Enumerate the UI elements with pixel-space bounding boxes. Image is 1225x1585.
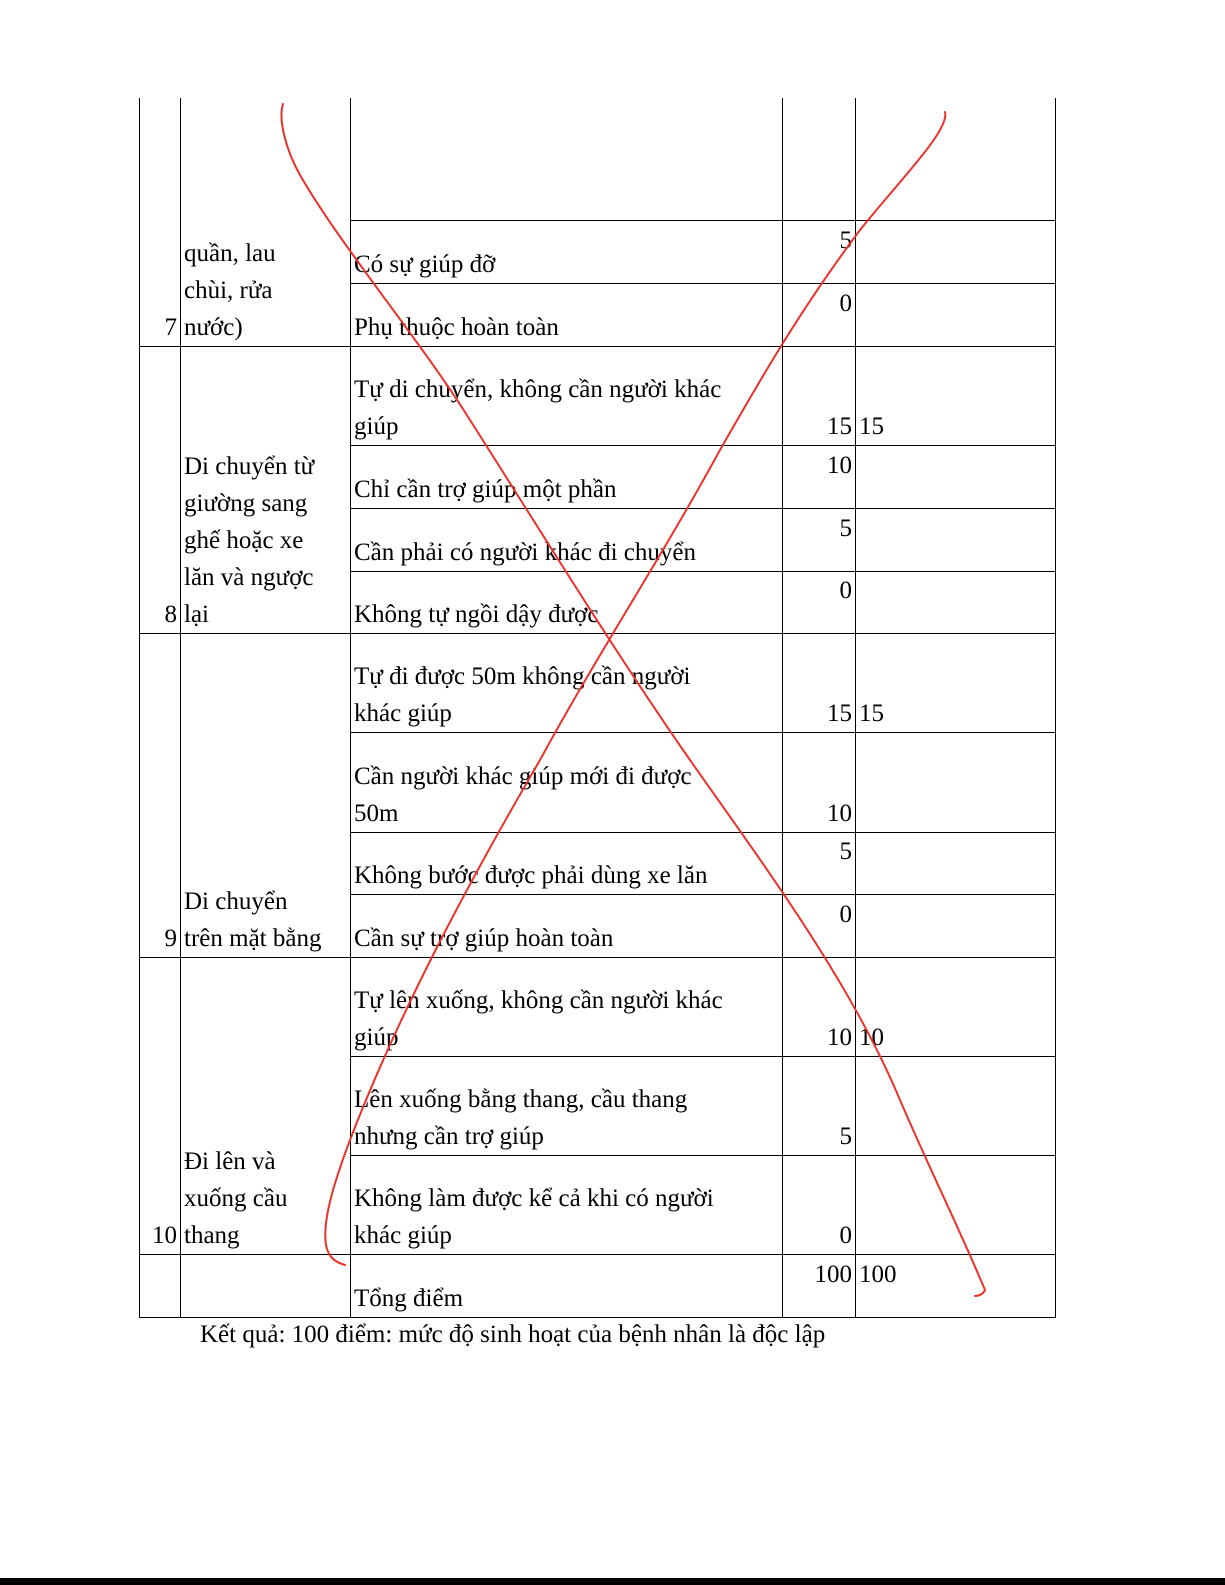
activity-cell <box>181 346 351 633</box>
score-cell <box>856 283 1056 346</box>
result-text: Kết quả: 100 điểm: mức độ sinh hoạt của bệnh nhân là độc lập <box>200 1321 826 1348</box>
description-line: Tự lên xuống, không cần người khác <box>354 986 723 1014</box>
activity-line: lăn và ngược <box>184 563 314 591</box>
table-row <box>140 346 1056 445</box>
activity-line: ghế hoặc xe <box>184 526 304 554</box>
table-row <box>140 957 1056 1056</box>
activity-line: giường sang <box>184 489 308 517</box>
description-cell: Chỉ cần trợ giúp một phần <box>351 445 783 508</box>
activity-line: trên mặt bằng <box>184 924 322 952</box>
page-bottom-border <box>0 1578 1225 1585</box>
description-line: Tự đi được 50m không cần người <box>354 662 691 690</box>
points-cell: 0 <box>783 571 856 633</box>
total-label: Tổng điểm <box>351 1254 783 1317</box>
description-line: giúp <box>354 412 399 440</box>
points-cell: 10 <box>783 957 856 1056</box>
points-cell: 5 <box>783 832 856 894</box>
points-cell <box>783 98 856 220</box>
activity-cell <box>181 957 351 1254</box>
points-cell: 15 <box>783 346 856 445</box>
total-score: 100 <box>856 1254 1056 1317</box>
points-cell: 5 <box>783 1056 856 1155</box>
score-cell <box>856 220 1056 283</box>
description-line: giúp <box>354 1023 399 1051</box>
points-cell: 10 <box>783 732 856 832</box>
description-line: 50m <box>354 799 399 827</box>
total-points: 100 <box>783 1254 856 1317</box>
score-cell: 10 <box>856 957 1056 1056</box>
activity-line: thang <box>184 1221 240 1249</box>
item-number: 9 <box>140 633 181 957</box>
score-cell <box>856 1155 1056 1254</box>
points-cell: 15 <box>783 633 856 732</box>
total-row <box>140 1254 1056 1317</box>
score-cell <box>856 98 1056 220</box>
points-cell: 0 <box>783 894 856 957</box>
description-cell <box>351 732 783 832</box>
description-cell: Không tự ngồi dậy được <box>351 571 783 633</box>
score-cell <box>856 508 1056 571</box>
score-cell <box>856 1056 1056 1155</box>
table-row <box>140 98 1056 220</box>
activity-line: lại <box>184 600 209 628</box>
description-line: nhưng cần trợ giúp <box>354 1122 544 1150</box>
activity-line: chùi, rửa <box>184 276 273 304</box>
description-cell <box>351 1056 783 1155</box>
points-cell: 5 <box>783 220 856 283</box>
score-cell <box>856 832 1056 894</box>
points-cell: 0 <box>783 283 856 346</box>
score-cell: 15 <box>856 346 1056 445</box>
description-cell <box>351 346 783 445</box>
item-number <box>140 1254 181 1317</box>
item-number: 8 <box>140 346 181 633</box>
score-cell <box>856 445 1056 508</box>
points-cell: 10 <box>783 445 856 508</box>
score-cell <box>856 571 1056 633</box>
description-line: khác giúp <box>354 699 452 727</box>
table-row <box>140 633 1056 732</box>
description-line: Cần người khác giúp mới đi được <box>354 762 692 790</box>
description-line: Lên xuống bằng thang, cầu thang <box>354 1085 688 1113</box>
description-cell <box>351 1155 783 1254</box>
description-line: Không làm được kể cả khi có người <box>354 1184 714 1212</box>
description-cell <box>351 98 783 220</box>
description-cell <box>351 957 783 1056</box>
description-cell: Cần sự trợ giúp hoàn toàn <box>351 894 783 957</box>
activity-line: nước) <box>184 313 243 341</box>
description-cell: Có sự giúp đỡ <box>351 220 783 283</box>
points-cell: 0 <box>783 1155 856 1254</box>
activity-cell <box>181 633 351 957</box>
activity-line: Di chuyển từ <box>184 452 315 480</box>
description-cell: Phụ thuộc hoàn toàn <box>351 283 783 346</box>
adl-score-table <box>139 98 1056 1318</box>
description-cell: Cần phải có người khác đi chuyển <box>351 508 783 571</box>
item-number: 10 <box>140 957 181 1254</box>
activity-line: Đi lên và <box>184 1147 276 1175</box>
description-cell <box>351 633 783 732</box>
score-cell: 15 <box>856 633 1056 732</box>
points-cell: 5 <box>783 508 856 571</box>
description-line: Tự di chuyển, không cần người khác <box>354 375 722 403</box>
activity-line: Di chuyển <box>184 887 288 915</box>
activity-line: quần, lau <box>184 239 276 267</box>
score-cell <box>856 732 1056 832</box>
activity-line: xuống cầu <box>184 1184 288 1212</box>
activity-cell <box>181 1254 351 1317</box>
item-number: 7 <box>140 98 181 346</box>
description-line: khác giúp <box>354 1221 452 1249</box>
score-cell <box>856 894 1056 957</box>
description-cell: Không bước được phải dùng xe lăn <box>351 832 783 894</box>
activity-cell <box>181 98 351 346</box>
